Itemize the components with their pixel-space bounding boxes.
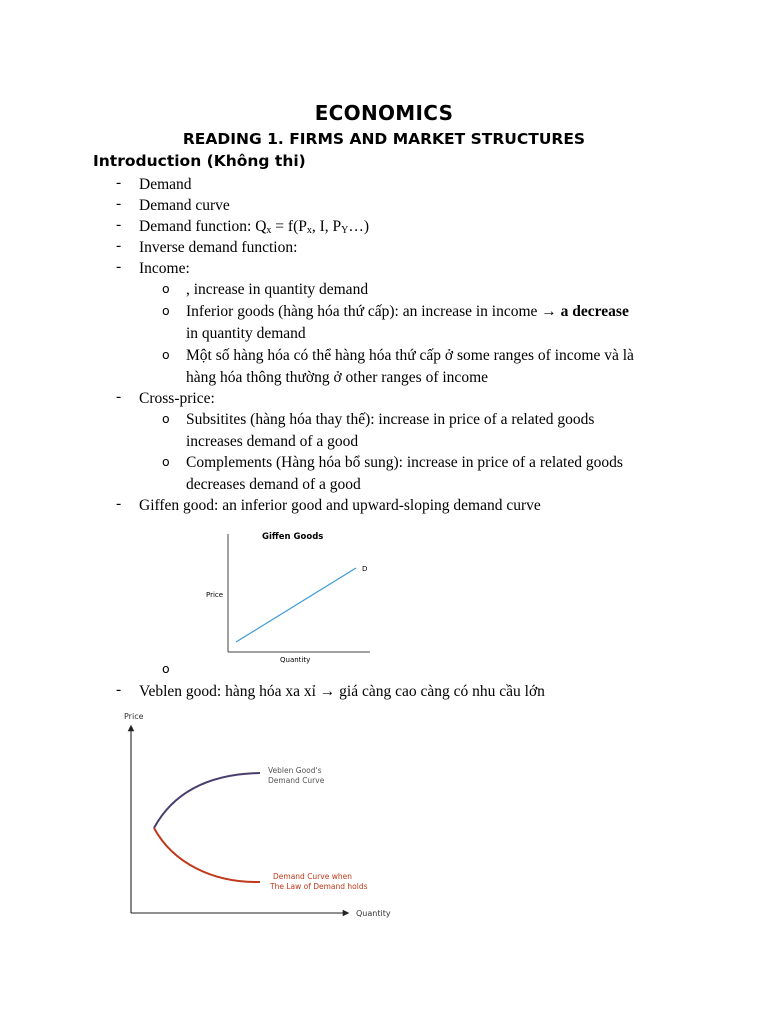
veblen-xlabel: Quantity (356, 909, 391, 918)
list-dash: - (116, 174, 122, 191)
giffen-demand-line (236, 568, 356, 642)
sub-list-item-continued: in quantity demand (186, 325, 306, 342)
document-title: ECONOMICS (314, 101, 454, 125)
veblen-ylabel: Price (124, 712, 144, 721)
list-item: Inverse demand function: (139, 239, 298, 256)
sub-list-item: Inferior goods (hàng hóa thứ cấp): an increase in income → a decrease (186, 303, 629, 320)
arrow-icon: → (541, 303, 557, 320)
list-dash: - (116, 195, 122, 212)
list-item-demand-function: Demand function: $Q_x = f(P_x$, I, $P_Y\dots$) (139, 218, 370, 236)
giffen-chart (190, 520, 430, 670)
list-dash: - (116, 216, 122, 233)
sub-list-item: , increase in quantity demand (186, 281, 369, 298)
sub-bullet: o (162, 411, 170, 426)
giffen-chart-title: Giffen Goods (262, 532, 324, 542)
veblen-chart (118, 708, 408, 923)
sub-bullet: o (162, 303, 170, 318)
sub-list-item-continued: hàng hóa thông thường ở other ranges of income (186, 369, 489, 386)
sub-bullet: o (162, 281, 170, 296)
list-item: Cross-price: (139, 390, 215, 407)
list-dash: - (116, 495, 122, 512)
giffen-ylabel: Price (206, 591, 224, 599)
sub-list-item-continued: increases demand of a good (186, 433, 359, 450)
normal-demand-curve (154, 828, 260, 882)
arrow-icon: → (319, 683, 336, 700)
list-dash: - (116, 258, 122, 275)
sub-list-item: Subsitites (hàng hóa thay thế): increase in price of a related goods (186, 411, 595, 428)
normal-curve-label-1: Demand Curve when (273, 872, 352, 881)
giffen-curve-label: D (362, 565, 368, 573)
giffen-xlabel: Quantity (280, 656, 311, 664)
list-dash: - (116, 237, 122, 254)
reading-subtitle: READING 1. FIRMS AND MARKET STRUCTURES (182, 130, 586, 148)
sub-list-item-continued: decreases demand of a good (186, 476, 361, 493)
sub-bullet: o (162, 454, 170, 469)
list-dash: - (116, 681, 122, 698)
list-item: Income: (139, 260, 190, 277)
list-item: Demand (139, 176, 192, 193)
veblen-curve-label-1: Veblen Good's (268, 766, 322, 775)
sub-list-item: Complements (Hàng hóa bổ sung): increase in price of a related goods (186, 454, 623, 471)
veblen-curve-label-2: Demand Curve (268, 776, 325, 785)
list-dash: - (116, 388, 122, 405)
list-item: Giffen good: an inferior good and upward-sloping demand curve (139, 497, 541, 514)
sub-bullet: o (162, 347, 170, 362)
sub-bullet: o (162, 661, 170, 676)
veblen-demand-curve (154, 773, 260, 828)
sub-list-item: Một số hàng hóa có thể hàng hóa thứ cấp ở some ranges of income và là (186, 347, 634, 364)
list-item: Veblen good: hàng hóa xa xỉ → giá càng cao càng có nhu cầu lớn (139, 683, 545, 700)
section-heading: Introduction (Không thi) (93, 152, 306, 170)
list-item: Demand curve (139, 197, 230, 214)
normal-curve-label-2: The Law of Demand holds (270, 882, 368, 891)
